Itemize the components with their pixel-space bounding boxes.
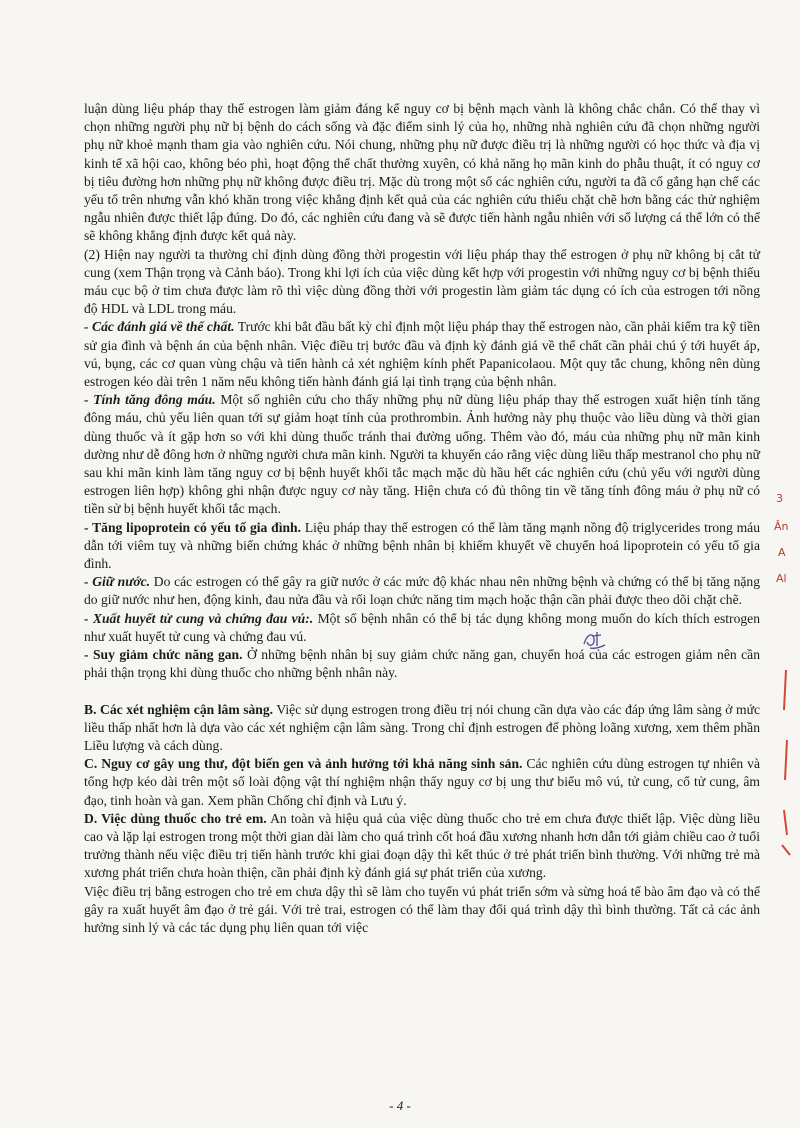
heading-physical-exam: - Các đánh giá về thể chất. xyxy=(84,319,235,335)
heading-fluid-retention: - Giữ nước. xyxy=(84,574,151,590)
stamp-edge-icon xyxy=(778,670,794,860)
margin-mark: Ân xyxy=(774,520,789,533)
heading-bleeding: - Xuất huyết tử cung và chứng đau vú:. xyxy=(84,610,314,626)
paragraph-progestin: (2) Hiện nay người ta thường chỉ định dùng đồng thời progestin với liệu pháp thay thế estrogen ở phụ nữ không bị cắt tử cung (xem Thận trọng và Cảnh báo). Trong khi lợi ích của việc dùng kết hợp với progestin với những nguy cơ bị bệnh thiếu máu cục bộ ở tim chưa được làm rõ thì việc dùng đồng thời với progestin làm giảm tác dụng có ích của estrogen tới nồng độ HDL và LDL trong máu. xyxy=(84,246,760,317)
handwritten-mark-icon xyxy=(581,630,607,652)
paragraph-fluid-retention xyxy=(84,573,760,609)
body-physical-exam: Trước khi bắt đầu bất kỳ chỉ định một liệu pháp thay thế estrogen nào, cần phải kiểm tra kỹ tiền sử gia đình và bệnh án của bệnh nhân. Việc điều trị bước đầu và định kỳ đánh giá về thể chất cần phải chú ý tới huyết áp, vú, bụng, các cơ quan vùng chậu và tiến hành cả xét nghiệm kính phết Papanicolaou. Một quy tắc chung, không nên dùng estrogen kéo dài trên 1 năm nếu không tiến hành đánh giá lại tình trạng của bệnh nhân. xyxy=(84,319,761,390)
paragraph-continuation: luận dùng liệu pháp thay thế estrogen làm giảm đáng kể nguy cơ bị bệnh mạch vành là không chắc chắn. Có thể thay vì chọn những người phụ nữ bị bệnh do cách sống và đặc điểm sinh lý của họ, những nhà nghiên cứu đã chọn những người phụ nữ khoẻ mạnh tham gia vào nghiên cứu. Nói chung, những phụ nữ được điều trị là những người có học thức và địa vị kinh tế xã hội cao, không béo phì, hoạt động thể chất thường xuyên, có khả năng họ mãn kinh do phẫu thuật, ít có nguy cơ bị tiêu đường hơn những phụ nữ không được điều trị. Mặc dù trong một số các nghiên cứu, người ta đã cố gắng hạn chế các yếu tố trên nhưng vẫn khó khăn trong việc khẳng định kết quả của các nghiên cứu thiếu chặt chẽ hơn bằng các thử nghiệm ngẫu nhiên được thiết lập đúng. Do đó, các nghiên cứu đang và sẽ được tiến hành ngẫu nhiên với số lượng cá thể lớn có thể sẽ không khẳng định được kết quả này. xyxy=(84,101,760,244)
heading-pediatric: D. Việc dùng thuốc cho trẻ em. xyxy=(84,810,267,826)
body-carcinogenesis: Các nghiên cứu dùng estrogen tự nhiên và tổng hợp kéo dài trên một số loài động vật thí nghiệm nhận thấy nguy cơ bị ung thư biểu mô vú, tử cung, cổ tử cung, âm đạo, tinh hoàn và gan. Xem phần Chống chỉ định và Lưu ý. xyxy=(84,756,760,808)
body-coagulation: Một số nghiên cứu cho thấy những phụ nữ dùng liệu pháp thay thế estrogen xuất hiện tính tăng đông máu, chủ yếu liên quan tới sự giảm hoạt tính của prothrombin. Ảnh hưởng này phụ thuộc vào liều dùng và thời gian dùng thuốc và ít gặp hơn so với khi dùng thuốc tránh thai đường uống. Thêm vào đó, máu của những phụ nữ mãn kinh dường như dễ đông hơn ở những người chưa mãn kinh. Người ta khuyến cáo rằng việc dùng liều thấp mestranol cho phụ nữ sau khi mãn kinh làm tăng nguy cơ bị bệnh huyết khối tắc mạch mặc dù hầu hết các nghiên cứu (chủ yếu với người dùng estrogen liên hợp) không ghi nhận được nguy cơ này tăng. Hiện chưa có đủ thông tin về tăng tính đông máu ở phụ nữ có tiền sử bị bệnh huyết khối tắc mạch. xyxy=(84,392,760,517)
document-body xyxy=(84,100,760,937)
heading-lab-tests: B. Các xét nghiệm cận lâm sàng. xyxy=(84,701,274,717)
heading-carcinogenesis: C. Nguy cơ gây ung thư, đột biến gen và ảnh hưởng tới khả năng sinh sản. xyxy=(84,756,523,772)
body-lipoprotein: Liệu pháp thay thế estrogen có thể làm tăng mạnh nồng độ triglycerides trong máu dẫn tới viêm tuỵ và những biến chứng khác ở những bệnh nhân bị khiếm khuyết về chuyển hoá lipoprotein có yếu tố gia đình. xyxy=(84,519,761,572)
margin-mark: A xyxy=(778,546,786,559)
body-bleeding: Một số bệnh nhân có thể bị tác dụng không mong muốn do kích thích estrogen như xuất huyết tử cung và chứng đau vú. xyxy=(84,610,760,644)
margin-mark: Al xyxy=(776,572,787,585)
paragraph-lipoprotein xyxy=(84,519,760,574)
heading-coagulation: - Tính tăng đông máu. xyxy=(84,392,216,408)
body-pediatric: An toàn và hiệu quả của việc dùng thuốc cho trẻ em chưa được thiết lập. Việc dùng liều cao và lặp lại estrogen trong một thời gian dài làm cho quá trình cốt hoá đầu xương nhanh hơn dẫn tới giảm chiều cao ở tuổi trưởng thành nếu việc điều trị tiến hành trước khi giai đoạn dậy thì kết thúc ở trẻ phát triển bình thường. Với những trẻ mà xương phát triển chưa hoàn thiện, cần phải định kỳ đánh giá sự phát triển của xương. xyxy=(84,810,761,881)
paragraph-physical-exam xyxy=(84,318,760,391)
margin-mark: 3 xyxy=(776,492,783,505)
paragraph-bleeding xyxy=(84,610,760,646)
paragraph-lab-tests xyxy=(84,701,760,756)
margin-annotations xyxy=(770,480,800,860)
paragraph-pediatric-continued: Việc điều trị bằng estrogen cho trẻ em chưa dậy thì sẽ làm cho tuyến vú phát triển sớm và sừng hoá tế bào âm đạo và có thể gây ra xuất huyết âm đạo ở trẻ gái. Với trẻ trai, estrogen có thể làm thay đổi quá trình dậy thì bình thường. Tất cả các ảnh hưởng sinh lý và các tác dụng phụ liên quan tới việc xyxy=(84,883,760,935)
heading-liver: - Suy giảm chức năng gan. xyxy=(84,647,243,663)
body-liver: Ở những bệnh nhân bị suy giảm chức năng gan, chuyển hoá của các estrogen giảm nên cần phải thận trọng khi dùng thuốc cho những bệnh nhân này. xyxy=(84,647,760,681)
paragraph-carcinogenesis xyxy=(84,755,760,810)
paragraph-coagulation xyxy=(84,391,760,518)
body-fluid-retention: Do các estrogen có thể gây ra giữ nước ở các mức độ khác nhau nên những bệnh và chứng có thể bị tăng nặng do giữ nước như hen, động kinh, đau nửa đầu và rối loạn chức năng tim mạch hoặc thận cần phải được theo dõi chặt chẽ. xyxy=(84,574,760,608)
heading-lipoprotein: - Tăng lipoprotein có yếu tố gia đình. xyxy=(84,519,301,535)
page-number: - 4 - xyxy=(389,1098,411,1113)
paragraph-pediatric xyxy=(84,810,760,883)
body-lab-tests: Việc sử dụng estrogen trong điều trị nói chung cần dựa vào các đáp ứng lâm sàng ở mức liều thấp nhất hơn là dựa vào các xét nghiệm cận lâm sàng. Trong chỉ định estrogen để phòng loãng xương, xem thêm phần Liều lượng và cách dùng. xyxy=(84,701,760,753)
paragraph-liver xyxy=(84,646,760,682)
